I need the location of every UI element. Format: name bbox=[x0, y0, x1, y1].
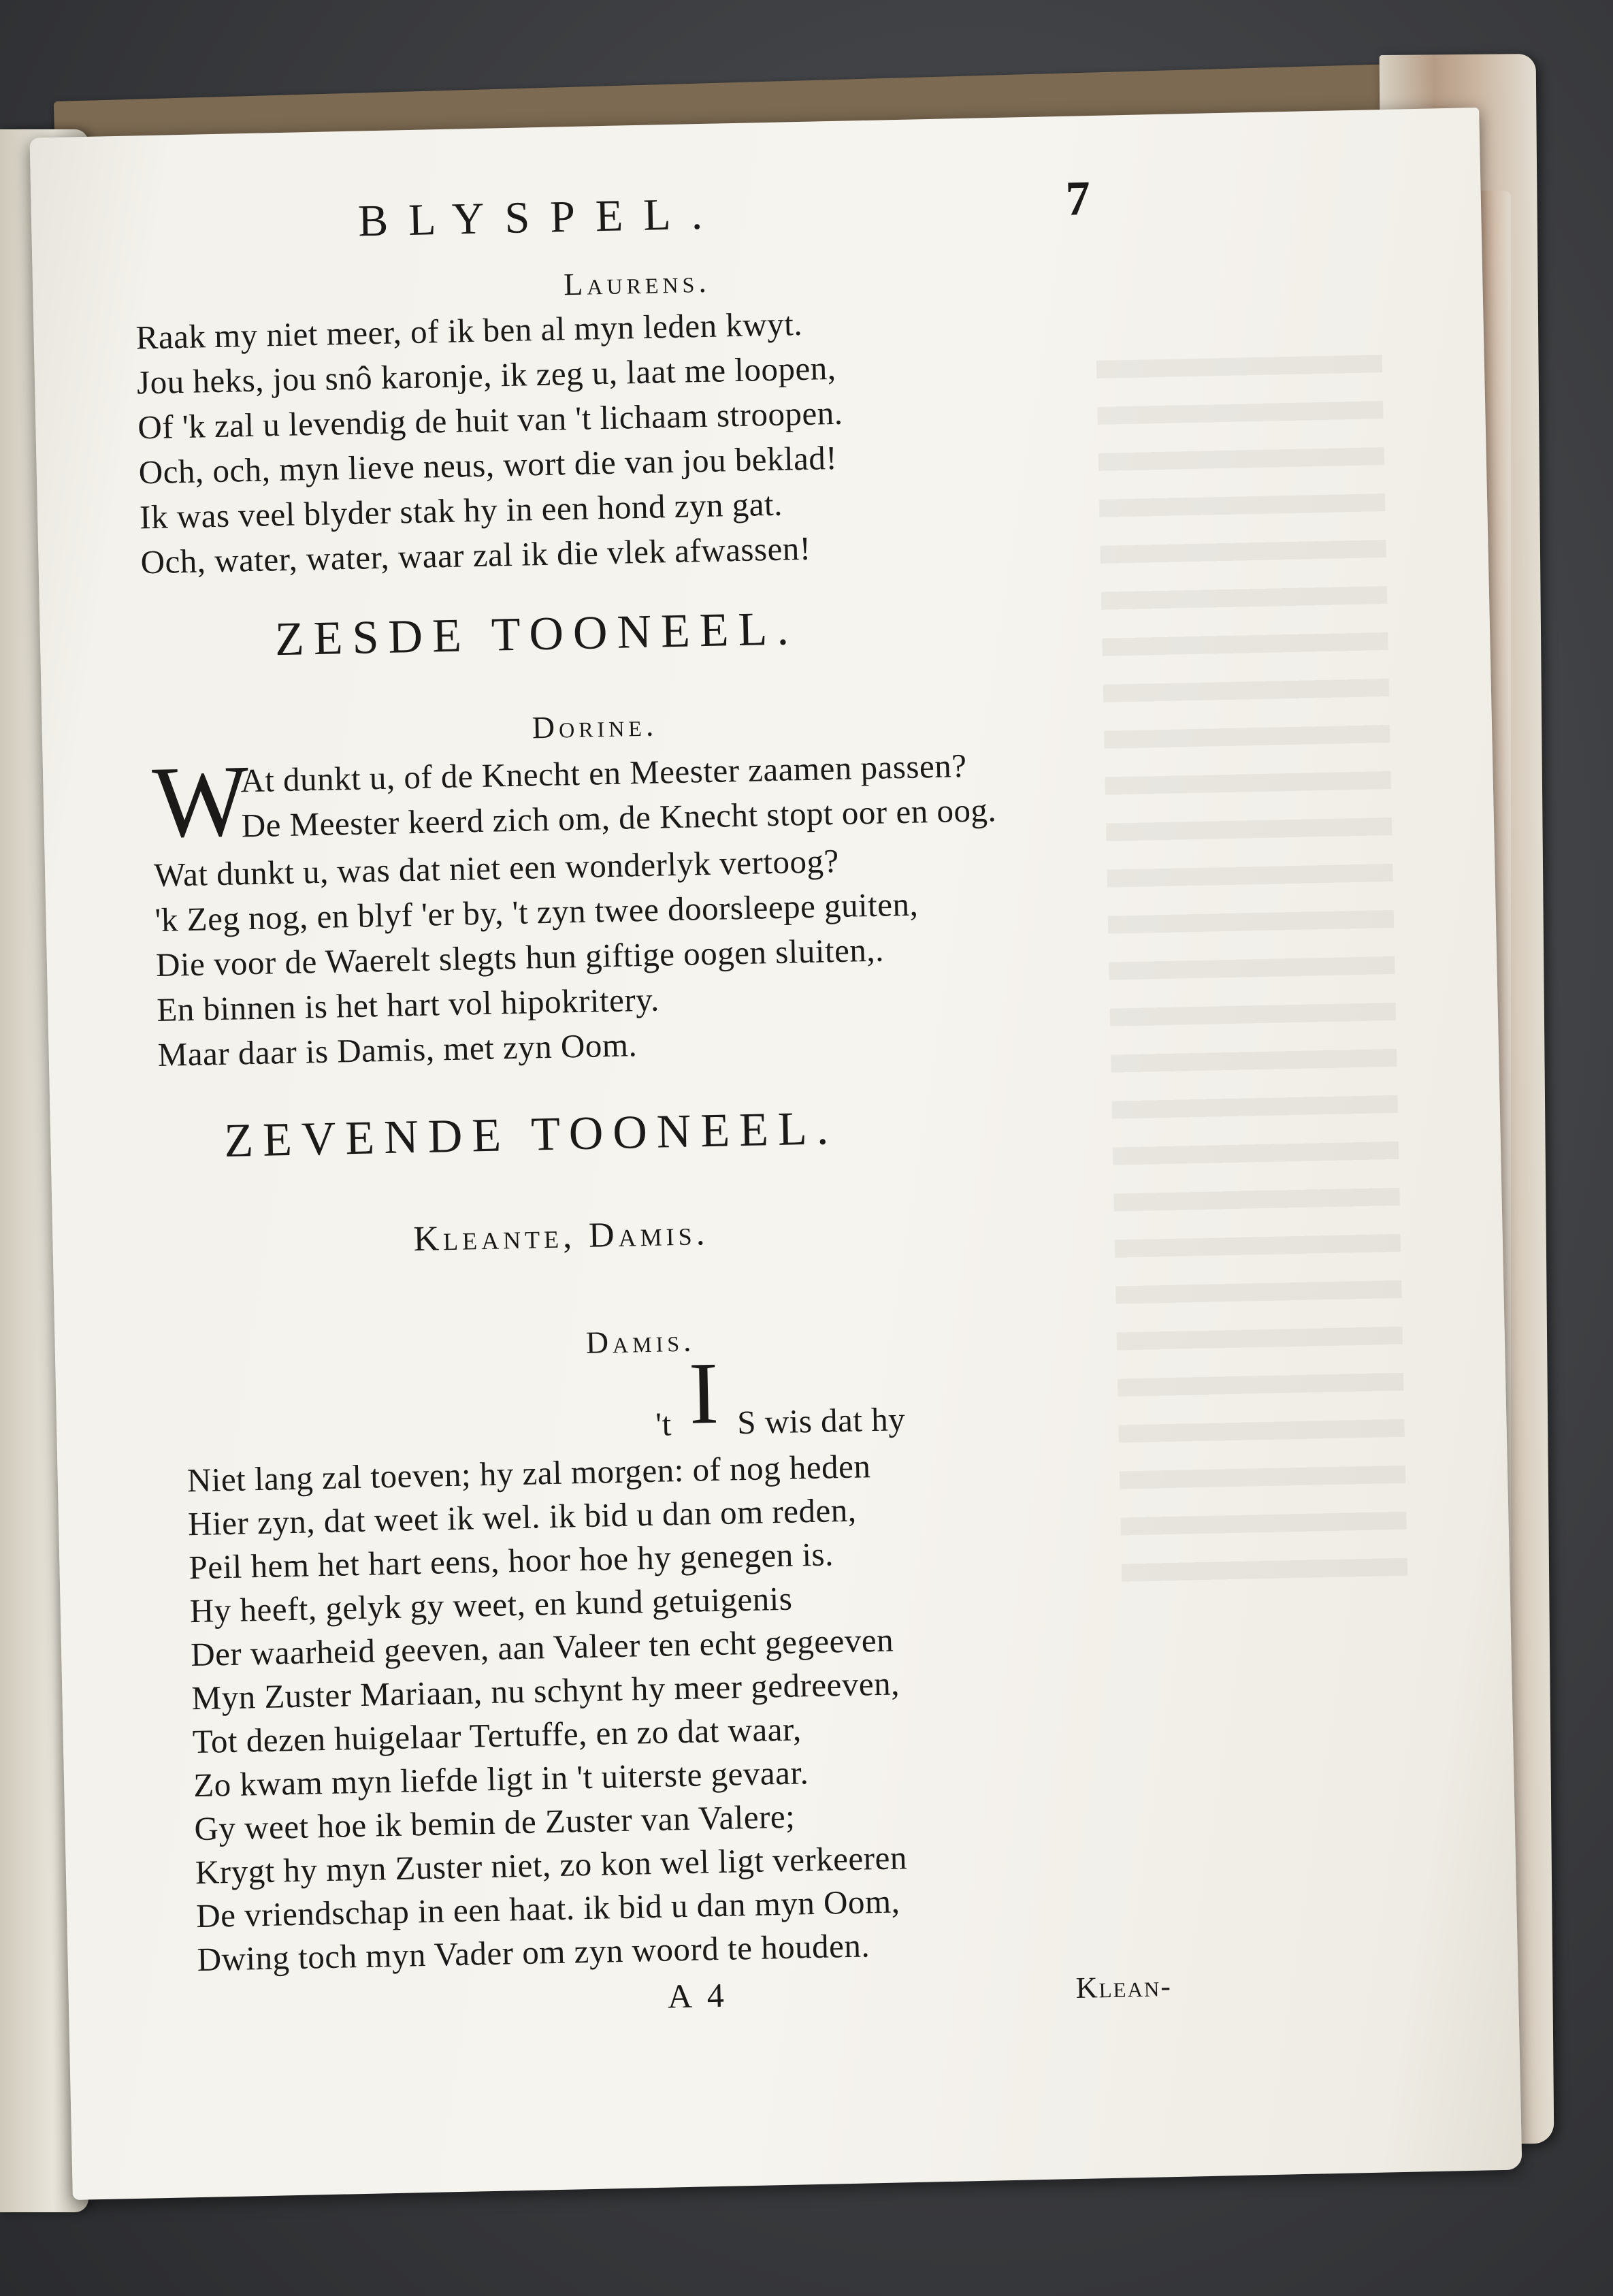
drop-cap-w: W bbox=[151, 744, 250, 860]
verse-line: De vriendschap in een haat. ik bid u dan myn Oom, bbox=[195, 1882, 900, 1935]
verse-line: Hier zyn, dat weet ik wel. ik bid u dan om reden, bbox=[187, 1491, 858, 1543]
drop-cap-i: I bbox=[687, 1344, 720, 1443]
speaker-damis: Damis. bbox=[585, 1323, 696, 1360]
verse-line: Gy weet hoe ik bemin de Zuster van Valere; bbox=[194, 1797, 796, 1848]
catchword: Klean- bbox=[1075, 1969, 1173, 2005]
first-line-prefix: 't bbox=[655, 1405, 672, 1443]
verse-line: Jou heks, jou snô karonje, ik zeg u, laat me loopen, bbox=[136, 349, 836, 402]
verse-line: Die voor de Waerelt slegts hun giftige oogen sluiten,. bbox=[155, 931, 885, 984]
scene-title-zesde: ZESDE TOONEEL. bbox=[274, 602, 799, 666]
verse-line: Peil hem het hart eens, hoor hoe hy genegen is. bbox=[188, 1535, 834, 1587]
verse-line: At dunkt u, of de Knecht en Meester zaamen passen? bbox=[240, 747, 967, 800]
verse-line: Dwing toch myn Vader om zyn woord te houden. bbox=[197, 1926, 870, 1979]
verse-line: Och, och, myn lieve neus, wort die van jou beklad! bbox=[138, 438, 838, 491]
verse-line: Maar daar is Damis, met zyn Oom. bbox=[157, 1026, 638, 1073]
page-content bbox=[30, 108, 1522, 2200]
verse-line: Tot dezen huigelaar Tertuffe, en zo dat waar, bbox=[192, 1710, 802, 1761]
speaker-laurens: Laurens. bbox=[563, 263, 711, 302]
verse-line: Raak my niet meer, of ik ben al myn leden kwyt. bbox=[135, 304, 803, 357]
verse-line: Och, water, water, waar zal ik die vlek afwassen! bbox=[140, 529, 812, 581]
verse-line: Niet lang zal toeven; hy zal morgen: of nog heden bbox=[186, 1447, 871, 1500]
scene-title-zevende: ZEVENDE TOONEEL. bbox=[223, 1102, 838, 1167]
verse-line: Hy heeft, gelyk gy weet, en kund getuigenis bbox=[189, 1579, 793, 1630]
verse-line: 'k Zeg nog, en blyf 'er by, 't zyn twee doorsleepe guiten, bbox=[154, 885, 919, 939]
verse-line: Wat dunkt u, was dat niet een wonderlyk vertoog? bbox=[153, 841, 840, 894]
verse-line: Ik was veel blyder stak hy in een hond zyn gat. bbox=[139, 485, 783, 536]
speaker-dorine: Dorine. bbox=[532, 707, 658, 745]
first-line-rest: S wis dat hy bbox=[736, 1400, 906, 1442]
verse-line: Der waarheid geeven, aan Valeer ten echt gegeeven bbox=[190, 1621, 894, 1674]
verse-line: Myn Zuster Mariaan, nu schynt hy meer gedreeven, bbox=[191, 1664, 900, 1717]
cast-list: Kleante, Damis. bbox=[412, 1214, 710, 1259]
signature-mark: A 4 bbox=[667, 1975, 729, 2016]
page-number: 7 bbox=[1064, 171, 1091, 226]
verse-line: Of 'k zal u levendig de huit van 't lichaam stroopen. bbox=[137, 393, 843, 447]
book-page bbox=[30, 108, 1522, 2200]
running-title: BLYSPEL. bbox=[357, 189, 723, 246]
verse-line: En binnen is het hart vol hipokritery. bbox=[156, 980, 660, 1029]
verse-line: De Meester keerd zich om, de Knecht stopt oor en oog. bbox=[241, 791, 997, 845]
verse-line: Zo kwam myn liefde ligt in 't uiterste gevaar. bbox=[193, 1753, 809, 1805]
verse-line: Krygt hy myn Zuster niet, zo kon wel ligt verkeeren bbox=[195, 1839, 908, 1892]
